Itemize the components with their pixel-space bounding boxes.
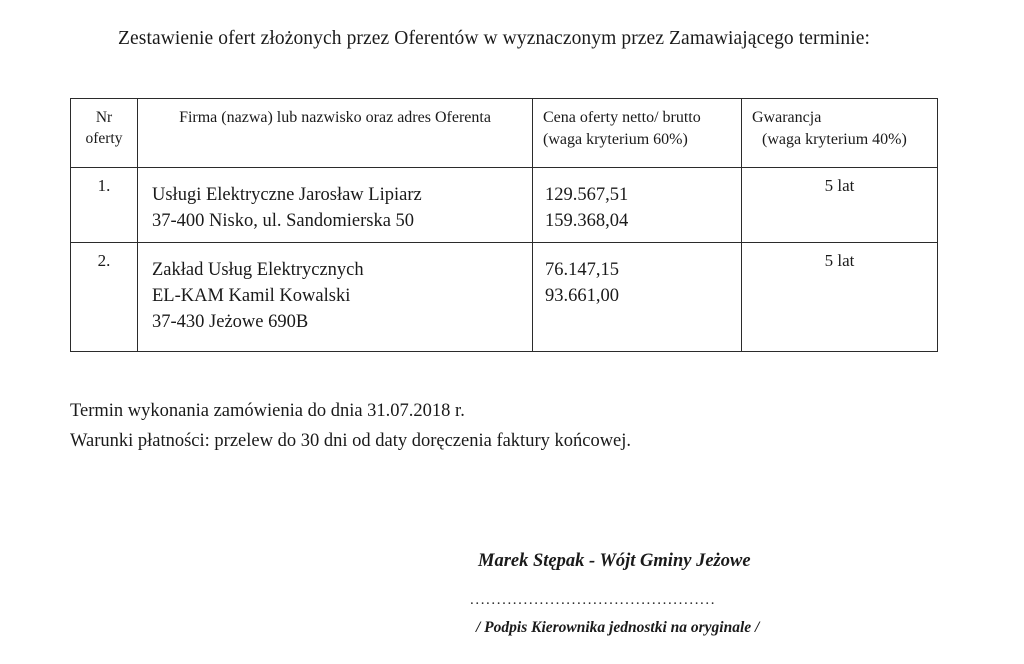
firma-line-2: 37-400 Nisko, ul. Sandomierska 50 [152, 211, 415, 231]
signature-block [470, 548, 890, 639]
header-cell-cena [533, 99, 742, 168]
row-firma [138, 168, 533, 243]
header-cell-nr [71, 99, 138, 168]
header-cell-firma [138, 99, 533, 168]
header-cena-line1: Cena oferty netto/ brutto [543, 109, 701, 126]
firma-line-1: Zakład Usług Elektrycznych [152, 260, 364, 280]
signature-line: .............................................. [470, 592, 717, 608]
signatory-name: Marek Stępak - Wójt Gminy Jeżowe [478, 551, 751, 571]
cena-netto: 129.567,51 [545, 185, 629, 205]
header-nr-line2: oferty [85, 130, 123, 147]
signature-caption: / Podpis Kierownika jednostki na oryginale / [476, 619, 760, 636]
page-title: Zestawienie ofert złożonych przez Oferentów w wyznaczonym przez Zamawiającego terminie: [118, 28, 871, 49]
header-gwarancja-line1: Gwarancja [752, 109, 822, 126]
table-header-row [71, 99, 938, 168]
note-deadline: Termin wykonania zamówienia do dnia 31.07.2018 r. [70, 401, 465, 421]
cena-brutto: 93.661,00 [545, 286, 619, 306]
notes-block [70, 396, 631, 456]
cena-netto: 76.147,15 [545, 260, 619, 280]
header-cena-line2: (waga kryterium 60%) [543, 131, 688, 148]
table-row [71, 168, 938, 243]
row-number: 1. [71, 168, 138, 243]
offers-table [70, 98, 938, 352]
header-cell-gwarancja [742, 99, 938, 168]
cena-brutto: 159.368,04 [545, 211, 629, 231]
firma-line-1: Usługi Elektryczne Jarosław Lipiarz [152, 185, 422, 205]
row-gwarancja: 5 lat [742, 243, 938, 352]
table-row [71, 243, 938, 352]
row-number: 2. [71, 243, 138, 352]
row-firma [138, 243, 533, 352]
note-payment-terms: Warunki płatności: przelew do 30 dni od daty doręczenia faktury końcowej. [70, 431, 632, 451]
header-nr-line1: Nr [95, 109, 113, 126]
header-firma-label: Firma (nazwa) lub nazwisko oraz adres Oferenta [179, 109, 491, 126]
row-cena [533, 243, 742, 352]
row-cena [533, 168, 742, 243]
header-gwarancja-line2: (waga kryterium 40%) [762, 131, 907, 148]
firma-line-2: EL-KAM Kamil Kowalski [152, 286, 351, 306]
row-gwarancja: 5 lat [742, 168, 938, 243]
firma-line-3: 37-430 Jeżowe 690B [152, 312, 309, 332]
